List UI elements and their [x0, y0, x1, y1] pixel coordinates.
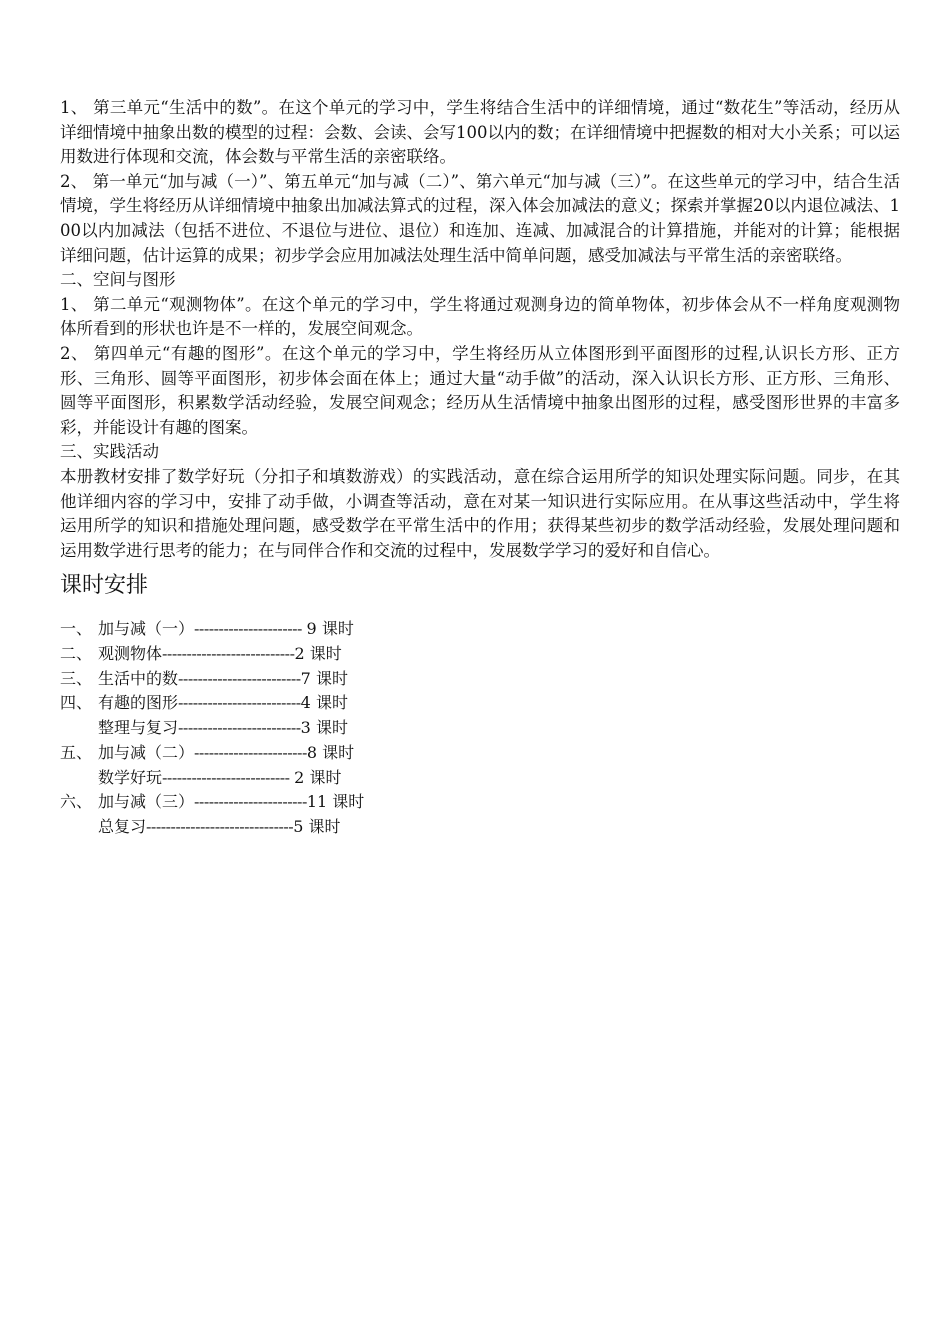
schedule-hours: 2 课时: [294, 767, 342, 787]
schedule-number: [60, 766, 98, 791]
schedule-number: [60, 815, 98, 840]
paragraph-unit-three: 1、 第三单元“生活中的数”。在这个单元的学习中，学生将结合生活中的详细情境，通过“数花生”等活动，经历从详细情境中抽象出数的模型的过程：会数、会读、会写100以内的数；在详细情境中把握数的相对大小关系；可以运用数进行体现和交流，体会数与平常生活的亲密联络。: [60, 98, 900, 167]
schedule-name: 加与减（二）: [98, 742, 195, 762]
schedule-name: 加与减（三）: [98, 792, 195, 812]
schedule-item: [60, 642, 900, 667]
schedule-leader: -----------------------: [194, 792, 307, 812]
schedule-item: [60, 691, 900, 716]
schedule-number: 五、: [60, 742, 93, 762]
section-heading-space-shapes: 二、空间与图形: [60, 270, 176, 290]
schedule-hours: 3 课时: [300, 718, 348, 738]
paragraph-practice-activities: 本册教材安排了数学好玩（分扣子和填数游戏）的实践活动，意在综合运用所学的知识处理实际问题。同步，在其他详细内容的学习中，安排了动手做，小调查等活动，意在对某一知识进行实际应用。在从事这些活动中，学生将运用所学的知识和措施处理问题，感受数学在平常生活中的作用；获得某些初步的数学活动经验，发展处理问题和运用数学进行思考的能力；在与同伴合作和交流的过程中，发展数学学习的爱好和自信心。: [60, 466, 900, 560]
schedule-name: 总复习: [98, 816, 147, 836]
schedule-leader: ----------------------: [194, 619, 307, 639]
schedule-number: 四、: [60, 693, 93, 713]
schedule-item: [60, 716, 900, 741]
schedule-item: [60, 617, 900, 642]
schedule-hours: 9 课时: [306, 619, 354, 639]
schedule-name: 有趣的图形: [98, 693, 179, 713]
paragraph-fun-shapes: 2、 第四单元“有趣的图形”。在这个单元的学习中，学生将经历从立体图形到平面图形的过程,认识长方形、正方形、三角形、圆等平面图形，初步体会面在体上；通过大量“动手做”的活动，深入认识长方形、正方形、三角形、圆等平面图形，积累数学活动经验，发展空间观念；经历从生活情境中抽象出图形的过程，感受图形世界的丰富多彩，并能设计有趣的图案。: [60, 343, 900, 437]
schedule-name: 观测物体: [98, 643, 163, 663]
schedule-leader: --------------------------: [162, 767, 295, 787]
schedule-name: 数学好玩: [98, 767, 163, 787]
schedule-number: 六、: [60, 792, 93, 812]
schedule-number: 一、: [60, 619, 93, 639]
schedule-hours: 8 课时: [306, 742, 355, 762]
schedule-leader: ------------------------------: [146, 816, 294, 836]
paragraph-observe-objects: 1、 第二单元“观测物体”。在这个单元的学习中，学生将通过观测身边的简单物体，初步体会从不一样角度观测物体所看到的形状也许是不一样的，发展空间观念。: [60, 294, 900, 339]
document-page: [60, 96, 900, 840]
schedule-leader: -------------------------: [178, 693, 301, 713]
schedule-leader: -------------------------: [178, 718, 301, 738]
schedule-item: [60, 741, 900, 766]
schedule-hours: 4 课时: [300, 693, 348, 713]
schedule-item: [60, 766, 900, 791]
schedule-number: 二、: [60, 643, 93, 663]
schedule-list: [60, 617, 900, 839]
schedule-item: [60, 815, 900, 840]
schedule-name: 整理与复习: [98, 718, 179, 738]
section-heading-practice: 三、实践活动: [60, 442, 159, 462]
schedule-name: 生活中的数: [98, 668, 179, 688]
paragraph-addition-subtraction: 2、 第一单元“加与减（一）”、第五单元“加与减（二）”、第六单元“加与减（三）”。在这些单元的学习中，结合生活情境，学生将经历从详细情境中抽象出加减法算式的过程，深入体会加减法的意义；探索并掌握20以内退位减法、100以内加减法（包括不进位、不退位与进位、退位）和连加、连减、加减混合的计算措施，并能对的计算；能根据详细问题，估计运算的成果；初步学会应用加减法处理生活中简单问题，感受加减法与平常生活的亲密联络。: [60, 171, 900, 265]
schedule-item: [60, 667, 900, 692]
schedule-number: 三、: [60, 668, 93, 688]
schedule-hours: 7 课时: [300, 668, 348, 688]
schedule-hours: 2 课时: [294, 643, 342, 663]
schedule-leader: ---------------------------: [162, 643, 295, 663]
schedule-leader: -------------------------: [178, 668, 301, 688]
schedule-hours: 5 课时: [293, 816, 341, 836]
schedule-item: [60, 790, 900, 815]
schedule-name: 加与减（一）: [98, 619, 195, 639]
schedule-title: 课时安排: [60, 573, 149, 599]
schedule-leader: -----------------------: [194, 742, 307, 762]
schedule-number: [60, 716, 98, 741]
schedule-hours: 11 课时: [306, 792, 365, 812]
